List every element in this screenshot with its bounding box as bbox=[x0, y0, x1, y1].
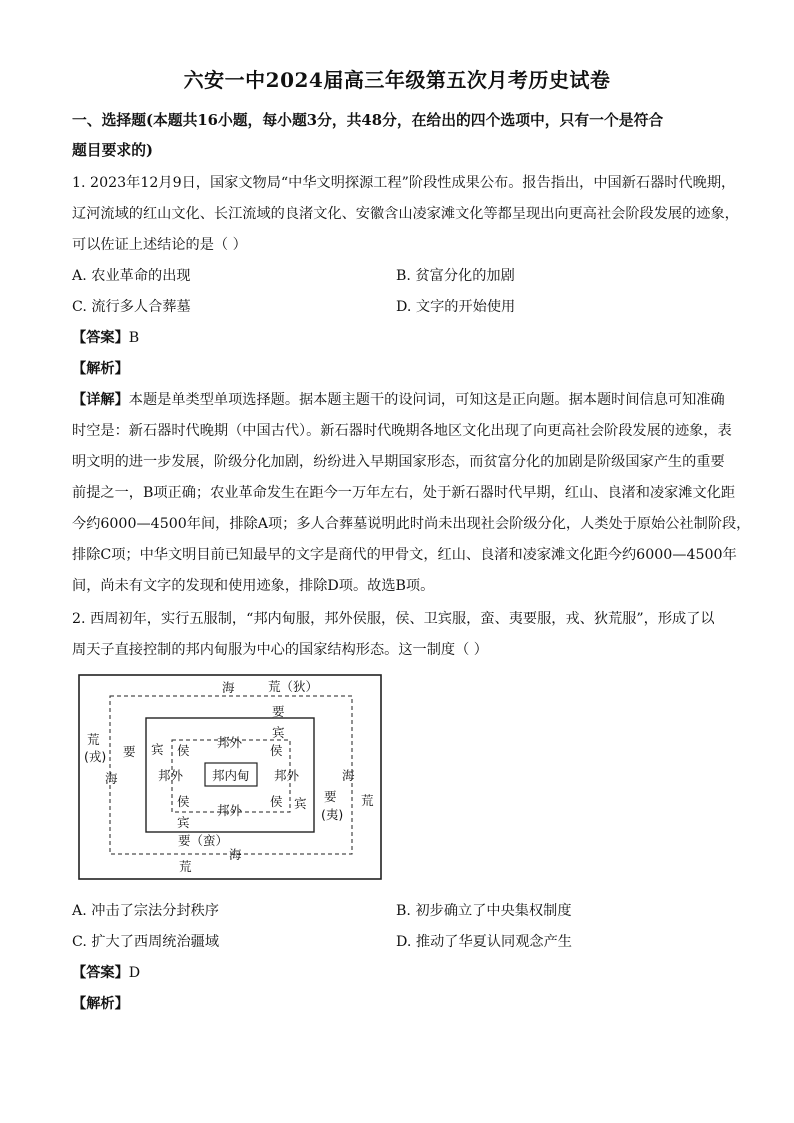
label-bangwai-right: 邦外 bbox=[274, 768, 300, 783]
q1-stem-line2: 辽河流域的红山文化、长江流域的良渚文化、安徽含山凌家滩文化等都呈现出向更高社会阶段发展的迹象， bbox=[72, 206, 739, 222]
q1-answer-tag: 【答案】 bbox=[72, 330, 129, 346]
label-hou-bl: 侯 bbox=[177, 794, 190, 809]
label-hai-left: 海 bbox=[105, 771, 118, 786]
section-heading-line2: 题目要求的) bbox=[72, 142, 153, 159]
label-bangwai-top: 邦外 bbox=[217, 735, 243, 750]
label-yao-top: 要 bbox=[272, 704, 285, 719]
q1-detail-line6: 排除C项；中华文明目前已知最早的文字是商代的甲骨文，红山、良渚和凌家滩文化距今约6000—4500年 bbox=[72, 547, 737, 563]
label-huang-left-1: 荒 bbox=[87, 732, 100, 747]
q1-option-b: B. 贫富分化的加剧 bbox=[396, 268, 515, 284]
label-hai-right: 海 bbox=[342, 768, 355, 783]
q1-option-a: A. 农业革命的出现 bbox=[72, 268, 191, 284]
wufu-diagram bbox=[78, 674, 382, 880]
q1-stem-line1: 1. 2023年12月9日，国家文物局“中华文明探源工程”阶段性成果公布。报告指出，中国新石器时代晚期， bbox=[72, 175, 736, 191]
q1-stem-line3: 可以佐证上述结论的是（ ） bbox=[72, 237, 247, 253]
label-huang-left-2: (戎) bbox=[84, 749, 107, 764]
q1-detail-line7: 间，尚未有文字的发现和使用迹象，排除D项。故选B项。 bbox=[72, 578, 435, 594]
q1-detail-line4: 前提之一，B项正确；农业革命发生在距今一万年左右，处于新石器时代早期，红山、良渚和凌家滩文化距 bbox=[72, 485, 736, 501]
q2-analysis bbox=[72, 993, 129, 1013]
q2-option-d: D. 推动了华夏认同观念产生 bbox=[396, 934, 572, 950]
label-yao-right-2: (夷) bbox=[321, 807, 344, 822]
label-huang-right: 荒 bbox=[361, 793, 374, 808]
label-bangwai-left: 邦外 bbox=[158, 768, 184, 783]
label-hou-tr: 侯 bbox=[270, 743, 283, 758]
label-center: 邦内甸 bbox=[212, 768, 250, 783]
q2-answer bbox=[72, 962, 140, 982]
q1-answer bbox=[72, 327, 139, 347]
q1-analysis bbox=[72, 358, 129, 378]
q1-detail-text1: 本题是单类型单项选择题。据本题主题干的设问词，可知这是正向题。据本题时间信息可知准确 bbox=[128, 392, 725, 408]
q1-option-c: C. 流行多人合葬墓 bbox=[72, 299, 191, 315]
q2-analysis-tag: 【解析】 bbox=[72, 996, 129, 1012]
q1-detail-line3: 明文明的进一步发展，阶级分化加剧，纷纷进入早期国家形态，而贫富分化的加剧是阶级国家产生的重要 bbox=[72, 454, 725, 470]
section-heading-line1: 一、选择题(本题共16小题，每小题3分，共48分，在给出的四个选项中，只有一个是符合 bbox=[72, 112, 664, 129]
q2-stem-line2: 周天子直接控制的邦内甸服为中心的国家结构形态。这一制度（ ） bbox=[72, 642, 488, 658]
label-hou-tl: 侯 bbox=[177, 743, 190, 758]
q2-option-b: B. 初步确立了中央集权制度 bbox=[396, 903, 572, 919]
label-bangwai-bottom: 邦外 bbox=[217, 803, 243, 818]
label-hai-bottom: 海 bbox=[229, 847, 242, 862]
label-yao-right-1: 要 bbox=[324, 789, 337, 804]
q1-option-d: D. 文字的开始使用 bbox=[396, 299, 516, 315]
q1-analysis-tag: 【解析】 bbox=[72, 361, 129, 377]
label-bin-right: 宾 bbox=[294, 796, 307, 811]
label-hou-br: 侯 bbox=[270, 794, 283, 809]
q1-detail-line1 bbox=[72, 389, 725, 409]
label-hai-top: 海 bbox=[222, 680, 235, 695]
q2-answer-value: D bbox=[128, 965, 141, 981]
label-huang-top: 荒（狄） bbox=[268, 679, 319, 694]
label-bin-top: 宾 bbox=[272, 725, 285, 740]
q2-option-a: A. 冲击了宗法分封秩序 bbox=[72, 903, 219, 919]
q2-answer-tag: 【答案】 bbox=[72, 965, 129, 981]
q1-detail-line5: 今约6000—4500年间，排除A项；多人合葬墓说明此时尚未出现社会阶级分化，人类处于原始公社制阶段， bbox=[72, 516, 751, 532]
q2-stem-line1: 2. 西周初年，实行五服制，“邦内甸服，邦外侯服，侯、卫宾服，蛮、夷要服，戎、狄荒服”，形成了以 bbox=[72, 611, 715, 627]
q1-detail-line2: 时空是：新石器时代晚期（中国古代）。新石器时代晚期各地区文化出现了向更高社会阶段发展的迹象，表 bbox=[72, 423, 732, 439]
q1-detail-tag: 【详解】 bbox=[72, 392, 129, 408]
q1-answer-value: B bbox=[128, 330, 140, 346]
label-bin-bottom: 宾 bbox=[177, 815, 190, 830]
label-yao-left: 要 bbox=[123, 744, 136, 759]
label-yao-bottom: 要（蛮） bbox=[178, 833, 229, 848]
label-huang-bottom: 荒 bbox=[179, 859, 192, 874]
q2-option-c: C. 扩大了西周统治疆域 bbox=[72, 934, 220, 950]
page-title: 六安一中2024届高三年级第五次月考历史试卷 bbox=[183, 68, 611, 92]
label-bin-left: 宾 bbox=[151, 742, 164, 757]
